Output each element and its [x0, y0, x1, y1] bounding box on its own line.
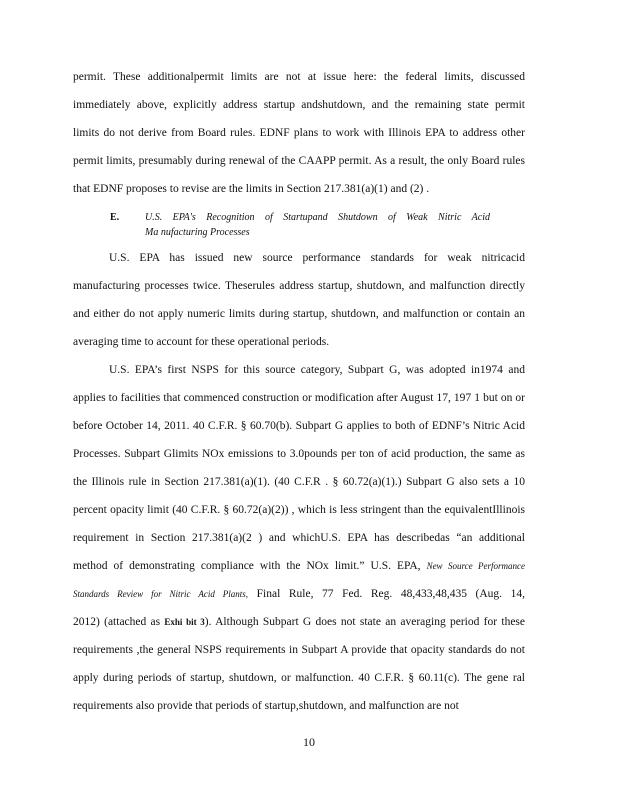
paragraph-line: permit. These additionalpermit limits are not at issue here: the federal limits, discussed	[73, 71, 525, 83]
paragraph-line: averaging time to account for these operational periods.	[73, 336, 330, 348]
paragraph-line: U.S. EPA has issued new source performance standards for weak nitricacid	[109, 252, 525, 264]
citation-italic: Standards Review for Nitric Acid Plants,	[73, 589, 249, 599]
text-segment: Final Rule, 77 Fed. Reg. 48,433,48,435 (Aug. 14,	[256, 588, 525, 600]
paragraph-line: limits do not derive from Board rules. EDNF plans to work with Illinois EPA to address other	[73, 127, 525, 139]
paragraph-line: apply during periods of startup, shutdown, or malfunction. 40 C.F.R. § 60.11(c). The gene ral	[73, 672, 525, 684]
paragraph-line: percent opacity limit (40 C.F.R. § 60.72(a)(2)) , which is less stringent than the equivalentIllinois	[73, 504, 525, 516]
section-heading-line1: U.S. EPA's Recognition of Startupand Shutdown of Weak Nitric Acid	[145, 212, 490, 223]
section-heading-line2: Ma nufacturing Processes	[145, 227, 250, 238]
paragraph-line: the Illinois rule in Section 217.381(a)(1). (40 C.F.R . § 60.72(a)(1).) Subpart G also sets a 10	[73, 476, 525, 488]
exhibit-reference: Exhi bit 3	[164, 617, 205, 627]
paragraph-line: Processes. Subpart Glimits NOx emissions to 3.0pounds per ton of acid production, the same as	[73, 448, 525, 460]
paragraph-line: requirements ,the general NSPS requirements in Subpart A provide that opacity standards do not	[73, 644, 525, 656]
paragraph-line: requirements also provide that periods of startup,shutdown, and malfunction are not	[73, 700, 459, 712]
paragraph-line: applies to facilities that commenced construction or modification after August 17, 197 1 but on or	[73, 392, 525, 404]
citation-italic: New Source Performance	[426, 561, 525, 571]
paragraph-line: permit limits, presumably during renewal of the CAAPP permit. As a result, the only Board rules	[73, 155, 525, 167]
paragraph-line: before October 14, 2011. 40 C.F.R. § 60.70(b). Subpart G applies to both of EDNF’s Nitric Acid	[73, 420, 525, 432]
paragraph-line: manufacturing processes twice. Theserules address startup, shutdown, and malfunction directly	[73, 280, 525, 292]
paragraph-line	[73, 586, 525, 602]
paragraph-line: immediately above, explicitly address startup andshutdown, and the remaining state permit	[73, 99, 525, 111]
page-number: 10	[303, 735, 315, 749]
paragraph-line: and either do not apply numeric limits during startup, shutdown, and malfunction or contain an	[73, 308, 525, 320]
paragraph-line	[73, 558, 525, 574]
text-segment: ). Although Subpart G does not state an averaging period for these	[204, 616, 525, 628]
section-heading-letter: E.	[110, 212, 120, 223]
paragraph-line: requirement in Section 217.381(a)(2 ) and whichU.S. EPA has describedas “an additional	[73, 532, 525, 544]
paragraph-line: that EDNF proposes to revise are the limits in Section 217.381(a)(1) and (2) .	[73, 183, 430, 195]
text-segment: 2012) (attached as	[73, 616, 161, 628]
paragraph-line: U.S. EPA’s first NSPS for this source category, Subpart G, was adopted in1974 and	[109, 364, 525, 376]
paragraph-line	[73, 614, 525, 630]
text-segment: method of demonstrating compliance with the NOx limit.” U.S. EPA,	[73, 560, 421, 572]
